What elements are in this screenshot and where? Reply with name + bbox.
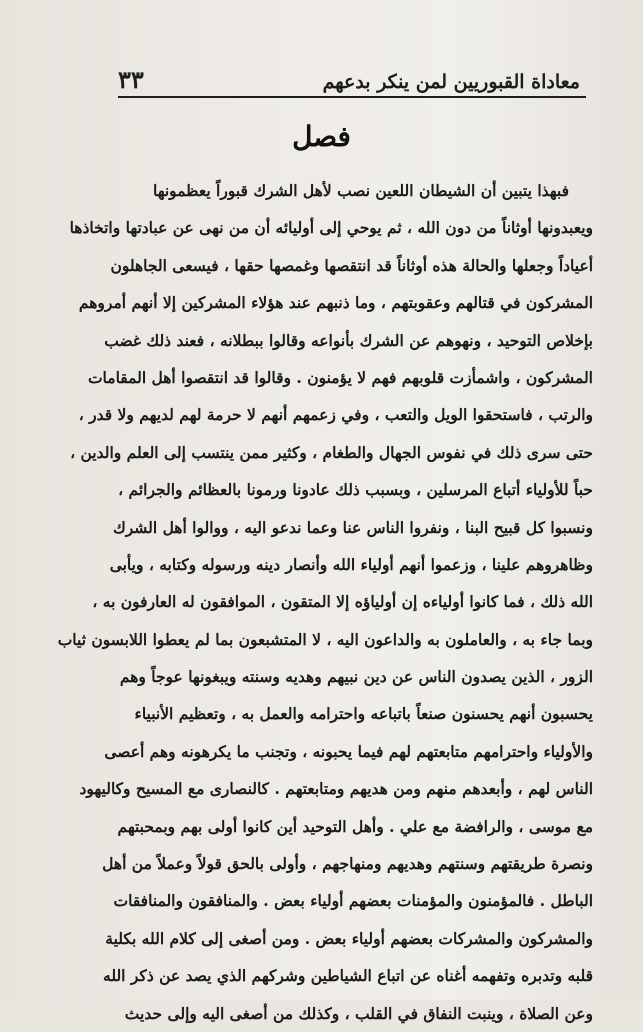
text-line: المشركون في قتالهم وعقوبتهم ، وما ذنبهم عند هؤلاء المشركين إلا أنهم أمروهم — [78, 293, 593, 313]
text-line: الباطل . فالمؤمنون والمؤمنات بعضهم أولياء بعض . والمنافقون والمنافقات — [113, 891, 593, 911]
text-line: والأولياء واحترامهم متابعتهم لهم فيما يحبونه ، وتجنب ما يكرهونه وهم أعصى — [104, 741, 593, 761]
text-line: ويعبدونها أوثاناً من دون الله ، ثم يوحي إلى أوليائه أن من نهى عن عبادتها واتخاذها — [69, 218, 593, 238]
text-line: والمشركون والمشركات بعضهم أولياء بعض . ومن أصغى إلى كلام الله بكلية — [105, 928, 593, 948]
text-line: أعياداً وجعلها والحالة هذه أوثاناً قد انتقصها وغمصها حقها ، فيسعى الجاهلون — [110, 255, 593, 275]
text-line: قلبه وتدبره وتفهمه أغناه عن اتباع الشياطين وشركهم الذي يصد عن ذكر الله — [103, 966, 593, 986]
page-number: ٣٣ — [118, 65, 144, 94]
text-line: مع موسى ، والرافضة مع علي . وأهل التوحيد أين كانوا أولى بهم وبمحبتهم — [117, 816, 593, 836]
body-text — [57, 172, 593, 1032]
text-line: بإخلاص التوحيد ، ونهوهم عن الشرك بأنواعه وقالوا ببطلانه ، فعند ذلك غضب — [104, 330, 593, 350]
text-line: وظاهروهم علينا ، وزعموا أنهم أولياء الله وأنصار دينه ورسوله وكتابه ، ويأبى — [109, 554, 593, 574]
text-line: فبهذا يتبين أن الشيطان اللعين نصب لأهل الشرك قبوراً يعظمونها — [153, 181, 569, 200]
text-line: وبما جاء به ، والعاملون به والداعون اليه ، لا المتشبعون بما لم يعطوا اللابسون ثياب — [57, 629, 593, 649]
text-line: الزور ، الذين يصدون الناس عن دين نبيهم وهديه وسنته ويبغونها عوجاً وهم — [119, 667, 593, 687]
running-title: معاداة القبوريين لمن ينكر بدعهم — [322, 71, 580, 93]
chapter-title: فصل — [292, 120, 351, 153]
text-line: الناس لهم ، وأبعدهم منهم ومن هديهم ومتابعتهم . كالنصارى مع المسيح وكاليهود — [79, 779, 593, 799]
text-line: حتى سرى ذلك في نفوس الجهال والطغام ، وكثير ممن ينتسب إلى العلم والدين ، — [70, 442, 593, 462]
text-line: المشركون ، واشمأزت قلوبهم فهم لا يؤمنون . وقالوا قد انتقصوا أهل المقامات — [87, 367, 593, 387]
text-line: والرتب ، فاستحقوا الويل والتعب ، وفي زعمهم أنهم لا حرمة لهم لديهم ولا قدر ، — [78, 405, 593, 425]
text-line: الله ذلك ، فما كانوا أولياءه إن أولياؤه إلا المتقون ، الموافقون له العارفون به ، — [92, 592, 593, 612]
text-line: يحسبون أنهم يحسنون صنعاً باتباعه واحترامه والعمل به ، وتعظيم الأنبياء — [134, 704, 593, 724]
text-line: ونسبوا كل قبيح البنا ، ونفروا الناس عنا وعما ندعو اليه ، ووالوا أهل الشرك — [112, 517, 593, 537]
header-divider — [118, 96, 586, 98]
text-line: وعن الصلاة ، وينبت النفاق في القلب ، وكذلك من أصغى اليه وإلى حديث — [124, 1003, 593, 1023]
text-line: ونصرة طريقتهم وسنتهم وهديهم ومنهاجهم ، وأولى بالحق قولاً وعملاً من أهل — [102, 854, 593, 874]
page-header — [118, 58, 580, 92]
text-line: حباً للأولياء أتباع المرسلين ، وبسبب ذلك عادونا ورمونا بالعظائم والجرائم ، — [118, 480, 593, 500]
